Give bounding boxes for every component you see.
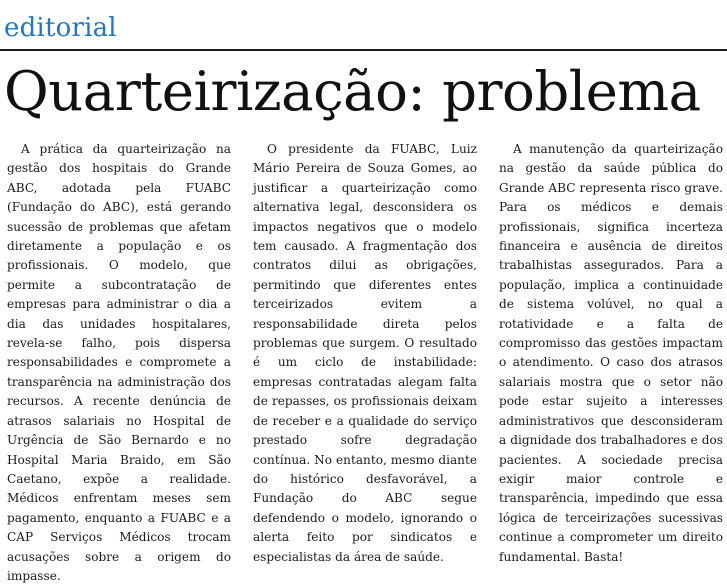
article-column-3: [499, 140, 723, 586]
paragraph: [499, 140, 723, 567]
paragraph-text: A prática da quarteirização na gestão dos hospitais do Grande ABC, adotada pela FUABC (Fundação do ABC), está gerando sucessão de problemas que afetam diretamente a população e os profissionais. O modelo, que permite a subcontratação de empresas para administrar o dia a dia das unidades hospitalares, revela-se falho, pois dispersa responsabilidades e compromete a transparência na administração dos recursos. A recente denúncia de atrasos salariais no Hospital de Urgência de São Bernardo e no Hospital Maria Braido, em São Caetano, expõe a realidade. Médicos enfrentam meses sem pagamento, enquanto a FUABC e a CAP Serviços Médicos trocam acusações sobre a origem do impasse.: [7, 142, 231, 583]
paragraph-text: O presidente da FUABC, Luiz Mário Pereira de Souza Gomes, ao justificar a quarteirização como alternativa legal, desconsidera os impactos negativos que o modelo tem causado. A fragmentação dos contratos dilui as obrigações, permitindo que diferentes entes terceirizados evitem a responsabilidade direta pelos problemas que surgem. O resultado é um ciclo de instabilidade: empresas contratadas alegam falta de repasses, os profissionais deixam de receber e a qualidade do serviço prestado sofre degradação contínua. No entanto, mesmo diante do histórico desfavorável, a Fundação do ABC segue defendendo o modelo, ignorando o alerta feito por sindicatos e especialistas da área de saúde.: [253, 142, 477, 564]
headline: Quarteirização: problema: [4, 59, 701, 123]
article-body: [7, 140, 723, 586]
section-label: editorial: [4, 13, 117, 43]
paragraph: [253, 140, 477, 567]
header-rule: [0, 49, 727, 51]
article-column-1: [7, 140, 231, 586]
article-column-2: [253, 140, 477, 586]
paragraph: [7, 140, 231, 586]
paragraph-text: A manutenção da quarteirização na gestão da saúde pública do Grande ABC representa risco grave. Para os médicos e demais profissionais, significa incerteza financeira e ausência de direitos trabalhistas assegurados. Para a população, implica a continuidade de sistema volúvel, no qual a rotatividade e a falta de compromisso das gestões impactam o atendimento. O caso dos atrasos salariais mostra que o setor não pode estar sujeito a interesses administrativos que desconsideram a dignidade dos trabalhadores e dos pacientes. A sociedade precisa exigir maior controle e transparência, impedindo que essa lógica de terceirizações sucessivas continue a comprometer um direito fundamental. Basta!: [499, 142, 723, 564]
